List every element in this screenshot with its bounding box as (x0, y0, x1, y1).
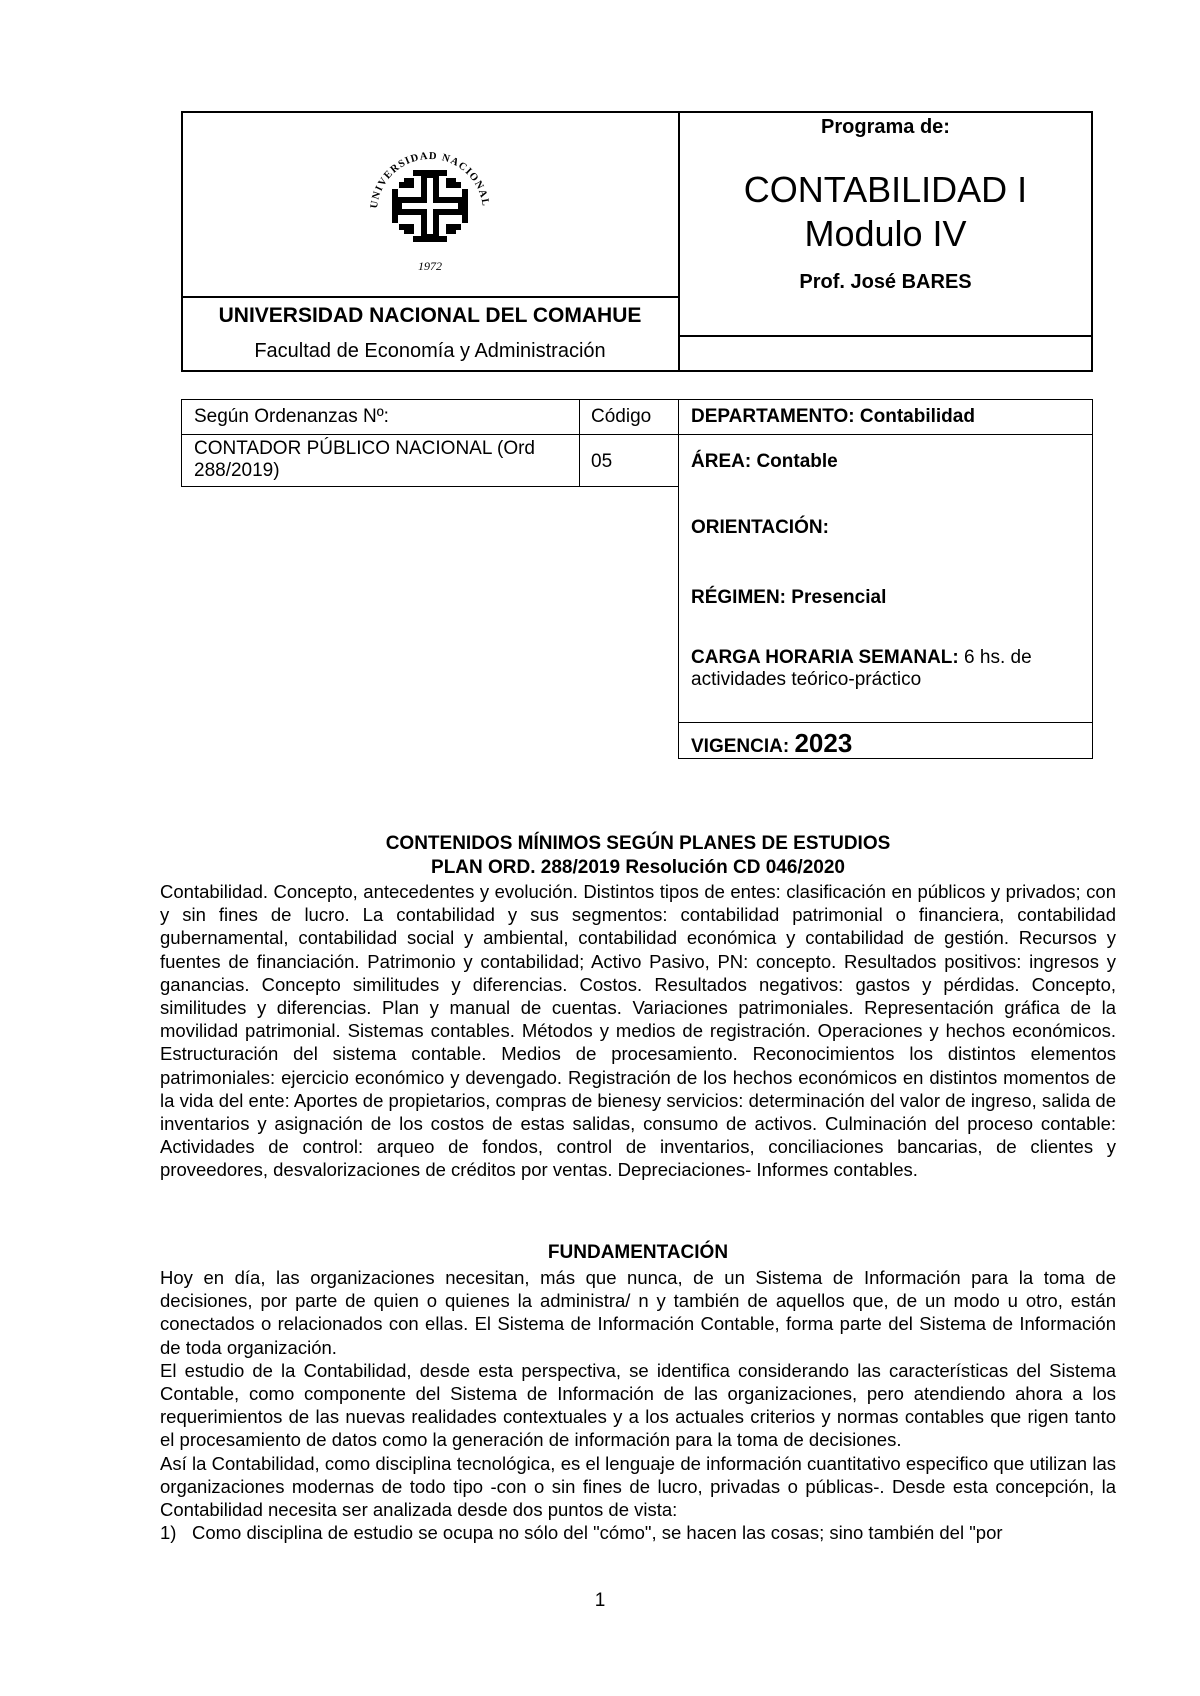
seal-year: 1972 (418, 259, 442, 273)
orientation-label: ORIENTACIÓN: (691, 517, 829, 538)
area-value: Contable (756, 451, 838, 472)
program-label: Programa de: (821, 116, 950, 138)
university-seal-icon (355, 140, 505, 275)
info-table-col-divider (579, 399, 580, 487)
subject-title-line1: CONTABILIDAD I (743, 169, 1028, 210)
validity-value: 2023 (794, 728, 853, 758)
regime-value: Presencial (791, 587, 887, 608)
info-table-right-border (1092, 399, 1093, 759)
rationale-body (160, 1266, 1116, 1544)
info-table-left-bottom-border (181, 486, 678, 487)
plan-heading: PLAN ORD. 288/2019 Resolución CD 046/2020 (431, 857, 845, 878)
rationale-paragraph-3: Así la Contabilidad, como disciplina tecnológica, es el lenguaje de información cuantitativo especifico que utilizan las organizaciones modernas de todo tipo -con o sin fines de lucro, privadas o públicas-. Desde esta concepción, la Contabilidad necesita ser analizada desde dos puntos de vista: (160, 1452, 1116, 1521)
career-name: CONTADOR PÚBLICO NACIONAL (Ord 288/2019) (194, 438, 535, 481)
list-item-number: 1) (160, 1522, 177, 1544)
info-table-left-border (181, 399, 182, 487)
minimum-contents-heading: CONTENIDOS MÍNIMOS SEGÚN PLANES DE ESTUDIOS (385, 833, 891, 854)
subject-title (678, 168, 1093, 256)
faculty-name: Facultad de Economía y Administración (254, 340, 606, 362)
minimum-contents-text: Contabilidad. Concepto, antecedentes y evolución. Distintos tipos de entes: clasificación en públicos y privados; con y sin fines de lucro. La contabilidad y sus segmentos: contabilidad patrimonial o financiera, contabilidad gubernamental, contabilidad social y ambiental, contabilidad económica y contabilidad de gestión. Recursos y fuentes de financiación. Patrimonio y contabilidad; Activo Pasivo, PN: concepto. Resultados positivos: ingresos y ganancias. Concepto similitudes y diferencias. Costos. Resultados negativos: gastos y pérdidas. Concepto, similitudes y diferencias. Plan y manual de cuentas. Variaciones patrimoniales. Representación gráfica de la movilidad patrimonial. Sistemas contables. Métodos y medios de registración. Operaciones y hechos económicos. Estructuración del sistema contable. Medios de procesamiento. Reconocimientos los distintos elementos patrimoniales: ejercicio económico y devengado. Registración de los hechos económicos en distintos momentos de la vida del ente: Aportes de propietarios, compras de bienesy servicios: determinación del valor de ingreso, salida de inventarios y asignación de los costos de estas salidas, consumo de activos. Culminación del proceso contable: Actividades de control: arqueo de fondos, control de inventarios, conciliaciones bancarias, de clientes y proveedores, desvalorizaciones de créditos por ventas. Depreciaciones- Informes contables. (160, 881, 1116, 1181)
info-table-right-col-left-border (678, 399, 679, 759)
ordinance-label: Según Ordenanzas Nº: (194, 406, 389, 427)
regime-label: RÉGIMEN: (691, 587, 786, 608)
area-label: ÁREA: (691, 451, 752, 472)
list-item-text: Como disciplina de estudio se ocupa no sólo del "cómo", se hacen las cosas; sino también del "por (192, 1522, 1003, 1544)
area (691, 451, 838, 473)
code-value: 05 (591, 451, 613, 472)
seal-ring-text: UNIVERSIDAD NACIONAL (369, 150, 491, 210)
validity-top-border (678, 722, 1093, 723)
header-divider-right (678, 335, 1093, 337)
hours-value: 6 hs. de actividades teórico-práctico (691, 647, 1032, 690)
code-label: Código (591, 406, 652, 427)
subject-title-line2: Modulo IV (804, 213, 967, 254)
validity-label: VIGENCIA: (691, 736, 790, 757)
validity (691, 728, 852, 759)
department (691, 406, 975, 428)
rationale-heading: FUNDAMENTACIÓN (547, 1242, 729, 1263)
rationale-paragraph-1: Hoy en día, las organizaciones necesitan, más que nunca, de un Sistema de Información para la toma de decisiones, por parte de quien o quienes la administra/ n y también de aquellos que, de un modo u otro, están conectados o relacionados con ellas. El Sistema de Información Contable, forma parte del Sistema de Información de toda organización. (160, 1267, 1116, 1358)
rationale-paragraph-2: El estudio de la Contabilidad, desde esta perspectiva, se identifica considerando las características del Sistema Contable, como componente del Sistema de Información de las organizaciones, pero atendiendo ahora a los requerimientos de las nuevas realidades contextuales y a los actuales criterios y normas contables que rigen tanto el procesamiento de datos como la generación de información para la toma de decisiones. (160, 1359, 1116, 1451)
regime (691, 587, 886, 609)
list-item (160, 1521, 1116, 1544)
header-divider-left (181, 296, 679, 298)
professor-name: Prof. José BARES (799, 271, 972, 293)
department-label: DEPARTAMENTO: (691, 406, 855, 427)
weekly-hours (691, 647, 1081, 691)
department-value: Contabilidad (859, 406, 975, 427)
info-table-top-border (181, 399, 1093, 400)
info-table-row-divider (181, 434, 1093, 435)
hours-label: CARGA HORARIA SEMANAL: (691, 647, 959, 668)
page-number: 1 (594, 1590, 606, 1611)
university-name: UNIVERSIDAD NACIONAL DEL COMAHUE (218, 304, 642, 327)
